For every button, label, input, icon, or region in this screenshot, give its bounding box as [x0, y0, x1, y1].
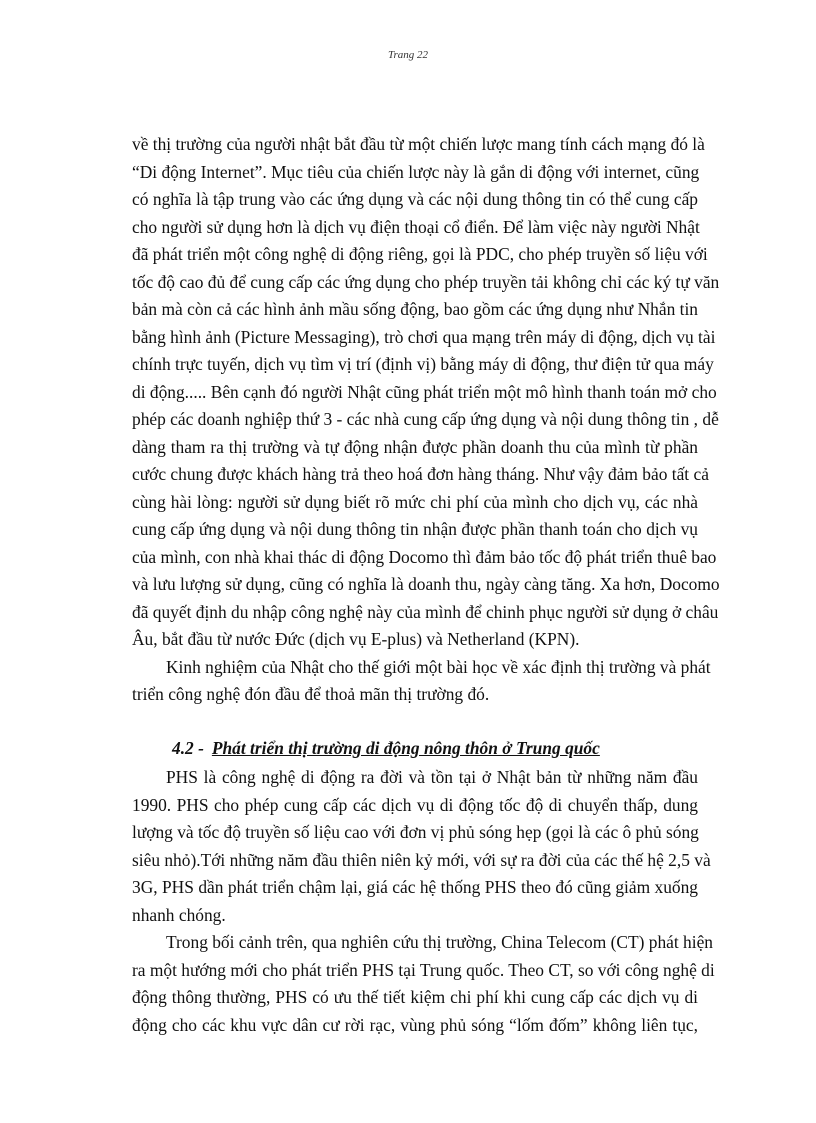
text-line: Trong bối cảnh trên, qua nghiên cứu thị trường, China Telecom (CT) phát hiện [166, 932, 713, 952]
text-line: động cho các khu vực dân cư rời rạc, vùng phủ sóng “lốm đốm” không liên tục, [132, 1014, 698, 1035]
text-line: Âu, bắt đầu từ nước Đức (dịch vụ E-plus) và Netherland (KPN). [132, 629, 580, 649]
section-heading [172, 734, 600, 762]
text-line: đã phát triển một công nghệ di động riêng, gọi là PDC, cho phép truyền số liệu với [132, 244, 708, 264]
text-line: Kinh nghiệm của Nhật cho thế giới một bài học về xác định thị trường và phát [166, 656, 711, 677]
section-title: Phát triển thị trường di động nông thôn ở Trung quốc [211, 738, 600, 758]
text-line: cùng hài lòng: người sử dụng biết rõ mức chi phí của mình cho dịch vụ, các nhà [132, 491, 698, 512]
text-line: của mình, con nhà khai thác di động Docomo thì đảm bảo tốc độ phát triển thuê bao [132, 546, 717, 567]
text-line: siêu nhỏ).Tới những năm đầu thiên niên kỷ mới, với sự ra đời của các thế hệ 2,5 và [132, 849, 711, 870]
text-line: dàng tham ra thị trường và tự động nhận được phần doanh thu của mình từ phần [132, 436, 698, 457]
section-number: 4.2 - [172, 738, 204, 758]
text-line: triển công nghệ đón đầu để thoả mãn thị trường đó. [132, 684, 490, 704]
text-line: phép các doanh nghiệp thứ 3 - các nhà cung cấp ứng dụng và nội dung thông tin , dễ [132, 409, 719, 429]
text-line: cho người sử dụng hơn là dịch vụ điện thoại cổ điển. Để làm việc này người Nhật [132, 216, 700, 237]
text-line: di động..... Bên cạnh đó người Nhật cũng phát triển một mô hình thanh toán mở cho [132, 381, 717, 402]
text-line: “Di động Internet”. Mục tiêu của chiến lược này là gắn di động với internet, cũng [132, 161, 700, 182]
text-line: chính trực tuyến, dịch vụ tìm vị trí (định vị) bằng máy di động, thư điện tử qua máy [132, 354, 714, 374]
text-line: động thông thường, PHS có ưu thế tiết kiệm chi phí khi cung cấp các dịch vụ di [132, 987, 698, 1007]
page-number: Trang 22 [387, 49, 429, 61]
text-line: về thị trường của người nhật bắt đầu từ một chiến lược mang tính cách mạng đó là [132, 134, 705, 154]
text-line: nhanh chóng. [132, 904, 226, 925]
text-line: và lưu lượng sử dụng, cũng có nghĩa là doanh thu, ngày càng tăng. Xa hơn, Docomo [132, 574, 720, 594]
text-line: ra một hướng mới cho phát triển PHS tại Trung quốc. Theo CT, so với công nghệ di [132, 959, 715, 980]
text-line: bằng hình ảnh (Picture Messaging), trò chơi qua mạng trên máy di động, dịch vụ tài [132, 326, 716, 347]
text-line: 1990. PHS cho phép cung cấp các dịch vụ di động tốc độ di chuyển thấp, dung [132, 794, 698, 815]
text-line: tốc độ cao đủ để cung cấp các ứng dụng cho phép truyền tải không chỉ các ký tự văn [132, 271, 720, 292]
text-line: bản mà còn cả các hình ảnh mầu sống động, bao gồm các ứng dụng như Nhắn tin [132, 299, 698, 319]
text-line: đã quyết định du nhập công nghệ này của mình để chinh phục người sử dụng ở châu [132, 601, 719, 622]
text-line: lượng và tốc độ truyền số liệu cao với đơn vị phủ sóng hẹp (gọi là các ô phủ sóng [132, 822, 699, 842]
text-line: cung cấp ứng dụng và nội dung thông tin nhận được phần thanh toán cho dịch vụ [132, 519, 698, 539]
text-line: PHS là công nghệ di động ra đời và tồn tại ở Nhật bản từ những năm đầu [166, 767, 698, 787]
text-line: 3G, PHS dần phát triển chậm lại, giá các hệ thống PHS theo đó cũng giảm xuống [132, 877, 698, 897]
text-line: có nghĩa là tập trung vào các ứng dụng và các nội dung thông tin có thể cung cấp [132, 189, 698, 209]
text-line: cước chung được khách hàng trả theo hoá đơn hàng tháng. Như vậy đảm bảo tất cả [132, 464, 709, 484]
